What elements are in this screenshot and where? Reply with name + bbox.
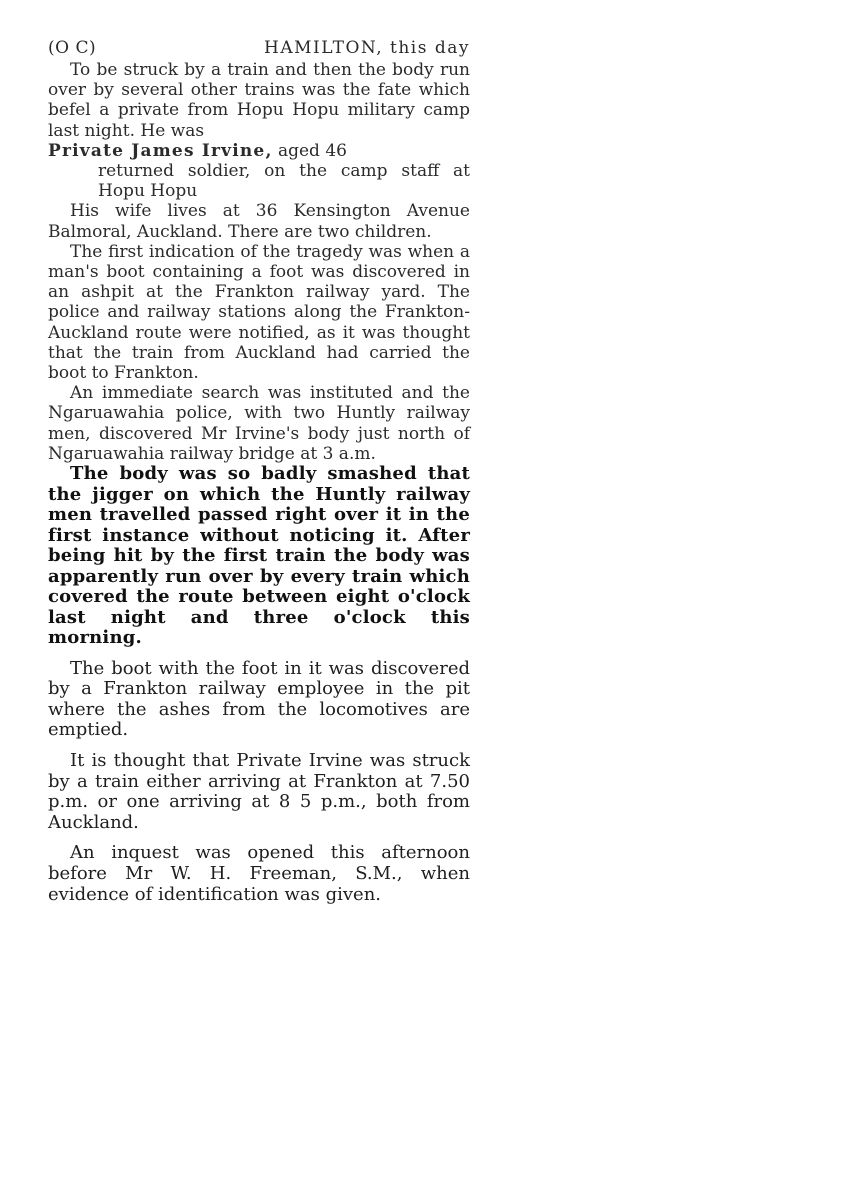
paragraph-victim-details: returned soldier, on the camp staff at Hopu Hopu bbox=[98, 161, 470, 202]
paragraph-boot: The boot with the foot in it was discovered by a Frankton railway employee in the pit where the ashes from the locomotives are emptied. bbox=[48, 657, 470, 741]
paragraph-inquest: An inquest was opened this afternoon before Mr W. H. Freeman, S.M., when evidence of identification was given. bbox=[48, 842, 470, 905]
paragraph-victim-name bbox=[48, 141, 470, 161]
paragraph-family: His wife lives at 36 Kensington Avenue Balmoral, Auckland. There are two children. bbox=[48, 201, 470, 242]
paragraph-train-times: It is thought that Private Irvine was struck by a train either arriving at Frankton at 7.50 p.m. or one arriving at 8 5 p.m., both from Auckland. bbox=[48, 749, 470, 833]
news-article bbox=[48, 38, 470, 905]
victim-age: aged 46 bbox=[272, 140, 347, 161]
victim-name: Private James Irvine, bbox=[48, 140, 273, 161]
dateline-place: HAMILTON, this day bbox=[264, 38, 470, 58]
paragraph-body-condition: The body was so badly smashed that the jigger on which the Huntly railway men travelled passed right over it in the first instance without noticing it. After being hit by the first train the body was apparently run over by every train which covered the route between eight o'clock last night and three o'clock this morning. bbox=[48, 463, 470, 649]
paragraph-search: An immediate search was instituted and the Ngaruawahia police, with two Huntly railway men, discovered Mr Irvine's body just north of Ngaruawahia railway bridge at 3 a.m. bbox=[48, 383, 470, 464]
paragraph-intro: To be struck by a train and then the body run over by several other trains was the fate which befel a private from Hopu Hopu military camp last night. He was bbox=[48, 60, 470, 141]
dateline-source: (O C) bbox=[48, 38, 97, 58]
dateline bbox=[48, 38, 470, 58]
paragraph-discovery: The first indication of the tragedy was when a man's boot containing a foot was discovered in an ashpit at the Frankton railway yard. The police and railway stations along the Frankton-Auckland route were notified, as it was thought that the train from Auckland had carried the boot to Frankton. bbox=[48, 241, 470, 384]
